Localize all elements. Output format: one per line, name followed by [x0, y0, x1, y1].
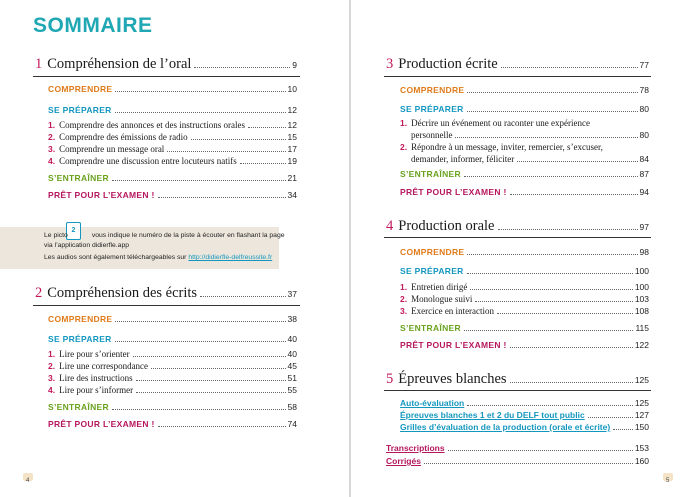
section-number: 4 [386, 218, 394, 234]
item-number: 4. [48, 385, 56, 395]
leader-dots [167, 151, 285, 152]
leader-dots [200, 296, 285, 297]
item-number: 2. [400, 294, 408, 304]
section-rule [384, 76, 651, 77]
item-text: Répondre à un message, inviter, remercier, s’excuser, [411, 142, 603, 152]
leader-dots [448, 450, 633, 451]
leader-dots [464, 176, 638, 177]
page-ref: 58 [287, 402, 297, 412]
toc-label: S’ENTRAÎNER [400, 169, 461, 179]
toc-item-line-2[interactable] [411, 154, 649, 165]
page-ref: 97 [639, 222, 649, 232]
toc-item[interactable] [48, 132, 297, 143]
section-rule [384, 390, 651, 391]
section-3-title[interactable] [386, 56, 649, 73]
leader-dots [158, 426, 286, 427]
section-title: Compréhension de l’oral [47, 56, 192, 72]
toc-link-corriges[interactable] [386, 456, 649, 467]
note-line-2: via l’application didierfle.app [44, 242, 130, 249]
toc-link-grilles[interactable] [400, 422, 649, 433]
item-number: 3. [400, 306, 408, 316]
leader-dots [136, 392, 285, 393]
leader-dots [455, 137, 637, 138]
toc-comprendre[interactable] [400, 85, 649, 96]
page-number-right: 5 [666, 478, 670, 484]
section-1-title[interactable] [35, 56, 297, 73]
item-number: 1. [400, 282, 408, 292]
page-ref: 78 [639, 85, 649, 95]
toc-label: S’ENTRAÎNER [48, 402, 109, 412]
page-ref: 80 [639, 104, 649, 114]
section-number: 2 [35, 285, 43, 301]
item-number: 3. [48, 373, 56, 383]
page-ref: 94 [639, 187, 649, 197]
item-text: Lire des instructions [59, 373, 133, 383]
leader-dots [240, 163, 286, 164]
toc-item-line-1[interactable] [400, 118, 590, 128]
leader-dots [248, 127, 285, 128]
leader-dots [467, 405, 633, 406]
toc-s-entrainer[interactable] [400, 323, 649, 334]
item-number: 2. [48, 132, 56, 142]
page-ref: 80 [639, 130, 649, 140]
page-ref: 103 [634, 294, 649, 304]
page-ref: 153 [634, 443, 649, 453]
page-ref: 125 [634, 375, 649, 385]
audio-track-picto-icon: 2 [66, 222, 81, 240]
leader-dots [467, 273, 633, 274]
toc-link-text: Corrigés [386, 456, 421, 466]
page-ref: 77 [639, 60, 649, 70]
page-ref: 9 [292, 60, 297, 70]
toc-link-text: Auto-évaluation [400, 398, 465, 408]
toc-s-entrainer[interactable] [48, 173, 297, 184]
section-2-title[interactable] [35, 285, 297, 302]
page-ref: 17 [287, 144, 297, 154]
leader-dots [613, 429, 633, 430]
toc-pret-pour-examen[interactable] [48, 190, 297, 201]
leader-dots [467, 111, 638, 112]
toc-label: S’ENTRAÎNER [48, 173, 109, 183]
toc-s-entrainer[interactable] [48, 402, 297, 413]
page-ref: 15 [287, 132, 297, 142]
page-ref: 100 [634, 282, 649, 292]
toc-item[interactable] [48, 373, 297, 384]
item-text: Monologue suivi [411, 294, 473, 304]
leader-dots [115, 321, 285, 322]
page-spine [349, 0, 351, 497]
leader-dots [112, 409, 286, 410]
item-text: demander, informer, féliciter [411, 154, 515, 164]
leader-dots [467, 92, 637, 93]
toc-link-text: Grilles d’évaluation de la production (orale et écrite) [400, 422, 611, 432]
leader-dots [112, 180, 286, 181]
toc-link-epreuves-blanches[interactable] [400, 410, 649, 421]
section-rule [384, 237, 651, 238]
toc-se-preparer[interactable] [48, 105, 297, 116]
toc-item[interactable] [48, 385, 297, 396]
toc-label: SE PRÉPARER [400, 266, 464, 276]
page-ref: 10 [287, 84, 297, 94]
toc-item[interactable] [400, 294, 649, 305]
page-ref: 84 [639, 154, 649, 164]
item-text: Comprendre un message oral [59, 144, 165, 154]
toc-label: COMPRENDRE [400, 85, 465, 95]
toc-label: S’ENTRAÎNER [400, 323, 461, 333]
toc-pret-pour-examen[interactable] [400, 340, 649, 351]
toc-comprendre[interactable] [400, 247, 649, 258]
leader-dots [501, 67, 638, 68]
page-ref: 12 [287, 120, 297, 130]
section-title: Production écrite [398, 56, 498, 72]
page-ref: 12 [287, 105, 297, 115]
leader-dots [115, 341, 286, 342]
item-text: Lire pour s’orienter [59, 349, 130, 359]
item-text: Comprendre une discussion entre locuteurs natifs [59, 156, 237, 166]
page-ref: 37 [287, 289, 297, 299]
item-number: 2. [48, 361, 56, 371]
leader-dots [510, 382, 633, 383]
toc-label: PRÊT POUR L’EXAMEN ! [48, 419, 155, 429]
toc-comprendre[interactable] [48, 84, 297, 95]
toc-comprendre[interactable] [48, 314, 297, 325]
leader-dots [517, 161, 637, 162]
leader-dots [510, 347, 633, 348]
toc-label: COMPRENDRE [48, 84, 113, 94]
note-line-3 [44, 254, 272, 261]
item-text: Décrire un événement ou raconter une expérience [411, 118, 590, 128]
item-text: personnelle [411, 130, 453, 140]
toc-label: SE PRÉPARER [48, 334, 112, 344]
leader-dots [136, 380, 286, 381]
page-ref: 38 [287, 314, 297, 324]
toc-label: SE PRÉPARER [400, 104, 464, 114]
item-text: Exercice en interaction [411, 306, 495, 316]
toc-se-preparer[interactable] [48, 334, 297, 345]
toc-label: COMPRENDRE [48, 314, 113, 324]
leader-dots [133, 356, 286, 357]
note-text: vous indique le numéro de la piste à écouter en flashant la page [91, 232, 285, 239]
leader-dots [497, 313, 633, 314]
item-text: Lire pour s’informer [59, 385, 134, 395]
audio-download-link[interactable]: http://didierfle-delfreussite.fr [188, 254, 273, 261]
toc-label: PRÊT POUR L’EXAMEN ! [400, 340, 507, 350]
toc-label: PRÊT POUR L’EXAMEN ! [400, 187, 507, 197]
section-title: Compréhension des écrits [47, 285, 198, 301]
section-number: 5 [386, 371, 394, 387]
item-number: 1. [400, 118, 408, 128]
leader-dots [588, 417, 633, 418]
page-ref: 21 [287, 173, 297, 183]
item-number: 1. [48, 120, 56, 130]
page-ref: 108 [634, 306, 649, 316]
toc-item[interactable] [48, 361, 297, 372]
page-ref: 160 [634, 456, 649, 466]
item-number: 3. [48, 144, 56, 154]
leader-dots [470, 289, 632, 290]
leader-dots [191, 139, 286, 140]
toc-link-text: Transcriptions [386, 443, 445, 453]
item-number: 2. [400, 142, 408, 152]
section-title: Production orale [398, 218, 495, 234]
toc-label: SE PRÉPARER [48, 105, 112, 115]
page-ref: 40 [287, 334, 297, 344]
section-number: 3 [386, 56, 394, 72]
toc-se-preparer[interactable] [400, 266, 649, 277]
page-ref: 45 [287, 361, 297, 371]
item-number: 1. [48, 349, 56, 359]
page-ref: 127 [634, 410, 649, 420]
note-text: Le picto [44, 232, 68, 239]
leader-dots [464, 330, 634, 331]
page-number-left: 4 [26, 478, 30, 484]
section-rule [33, 305, 300, 306]
leader-dots [194, 67, 290, 68]
note-text: Les audios sont également téléchargeables sur [44, 254, 187, 261]
toc-pret-pour-examen[interactable] [48, 419, 297, 430]
toc-item[interactable] [400, 282, 649, 293]
leader-dots [158, 197, 286, 198]
toc-s-entrainer[interactable] [400, 169, 649, 180]
toc-item[interactable] [48, 120, 297, 131]
item-text: Comprendre des annonces et des instructions orales [59, 120, 246, 130]
toc-label: PRÊT POUR L’EXAMEN ! [48, 190, 155, 200]
toc-link-transcriptions[interactable] [386, 443, 649, 454]
leader-dots [424, 463, 633, 464]
page-ref: 100 [634, 266, 649, 276]
section-title: Épreuves blanches [398, 371, 507, 387]
leader-dots [475, 301, 632, 302]
page-ref: 74 [287, 419, 297, 429]
toc-item[interactable] [48, 144, 297, 155]
toc-link-auto-evaluation[interactable] [400, 398, 649, 409]
leader-dots [467, 254, 637, 255]
page-title: SOMMAIRE [33, 14, 153, 37]
leader-dots [510, 194, 638, 195]
toc-item[interactable] [48, 156, 297, 167]
page-ref: 51 [287, 373, 297, 383]
toc-item-line-1[interactable] [400, 142, 603, 152]
section-rule [33, 76, 300, 77]
item-text: Comprendre des émissions de radio [59, 132, 188, 142]
page-ref: 19 [287, 156, 297, 166]
section-5-title[interactable] [386, 371, 649, 388]
item-text: Entretien dirigé [411, 282, 468, 292]
page-ref: 115 [635, 323, 649, 333]
page-ref: 40 [287, 349, 297, 359]
page-ref: 98 [639, 247, 649, 257]
page-ref: 87 [639, 169, 649, 179]
toc-item[interactable] [48, 349, 297, 360]
toc-se-preparer[interactable] [400, 104, 649, 115]
toc-label: COMPRENDRE [400, 247, 465, 257]
leader-dots [498, 229, 638, 230]
page-ref: 125 [634, 398, 649, 408]
page-ref: 150 [634, 422, 649, 432]
item-text: Lire une correspondance [59, 361, 149, 371]
item-number: 4. [48, 156, 56, 166]
leader-dots [151, 368, 285, 369]
section-number: 1 [35, 56, 43, 72]
toc-item[interactable] [400, 306, 649, 317]
toc-pret-pour-examen[interactable] [400, 187, 649, 198]
toc-link-text: Épreuves blanches 1 et 2 du DELF tout public [400, 410, 585, 420]
page-ref: 122 [634, 340, 649, 350]
leader-dots [115, 91, 285, 92]
note-line-1 [44, 232, 285, 239]
leader-dots [115, 112, 286, 113]
page-ref: 55 [287, 385, 297, 395]
toc-item-line-2[interactable] [411, 130, 649, 141]
section-4-title[interactable] [386, 218, 649, 235]
page-ref: 34 [287, 190, 297, 200]
